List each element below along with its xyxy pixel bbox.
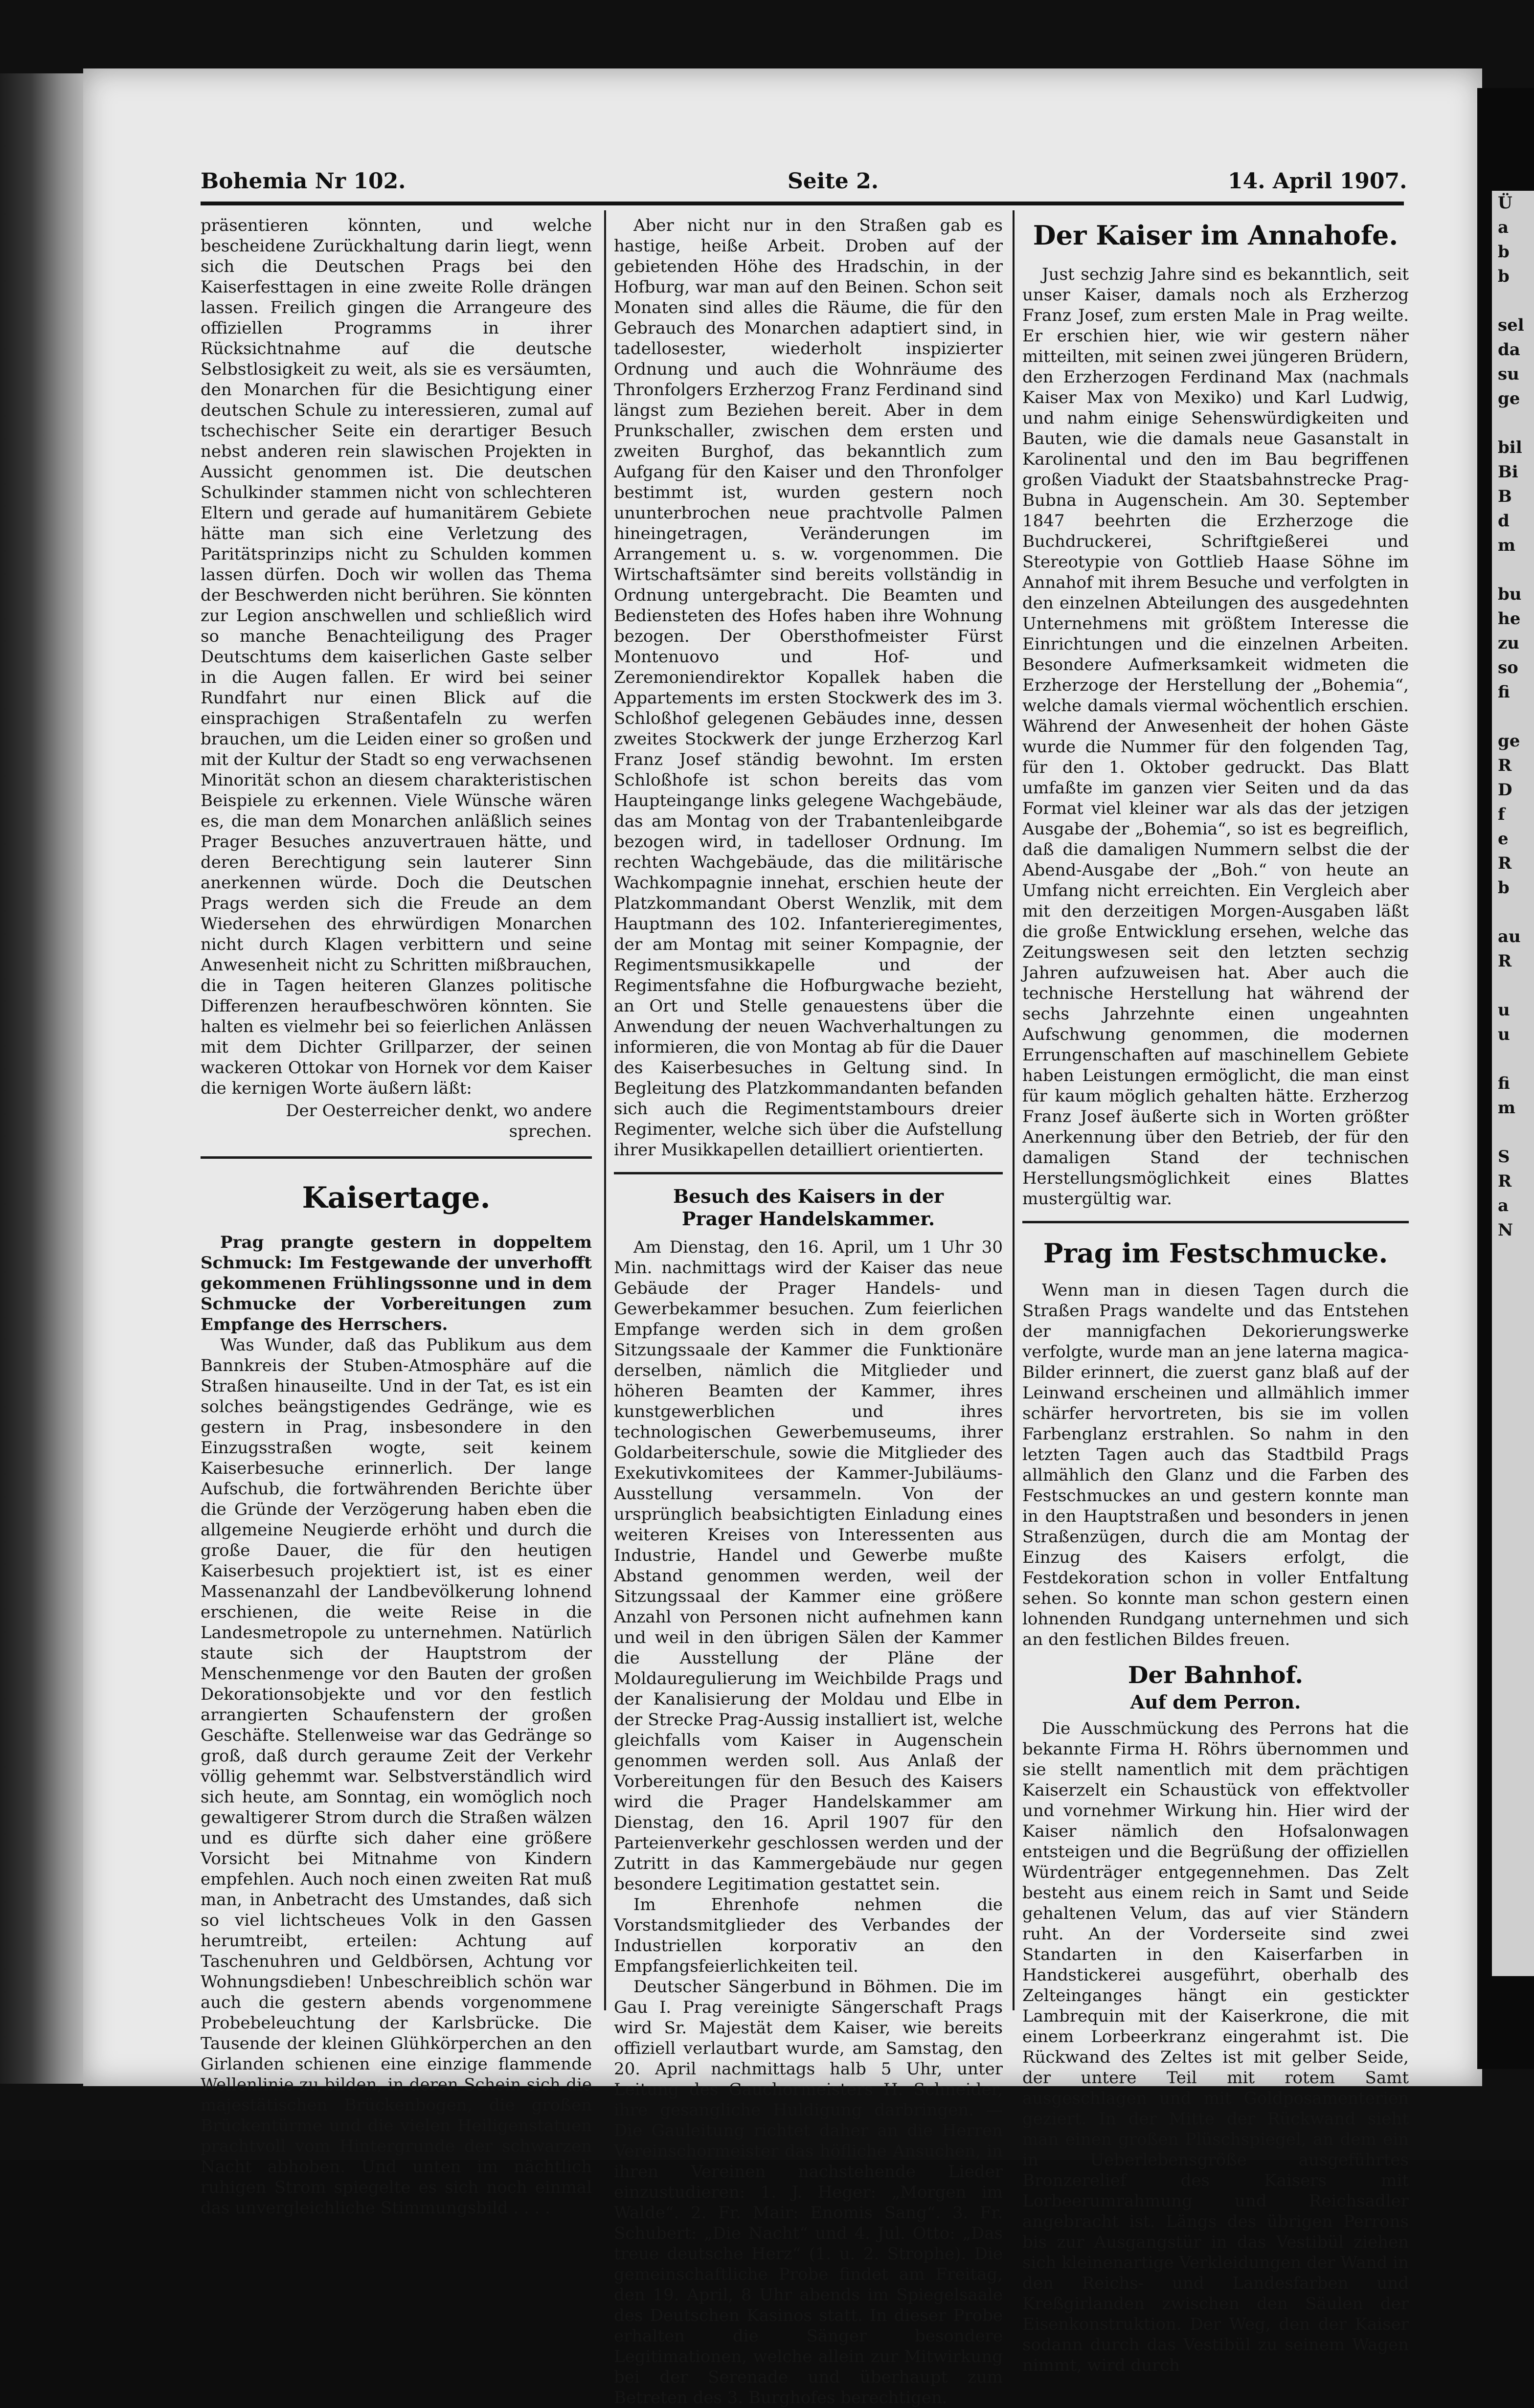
adjacent-page-line: [1498, 704, 1534, 729]
adjacent-page-line: N: [1498, 1220, 1513, 1240]
adjacent-page-line: [1498, 973, 1534, 998]
page-number: Seite 2.: [788, 169, 879, 194]
article-handelskammer: Am Dienstag, den 16. April, um 1 Uhr 30 Min. nachmittags wird der Kaiser das neue Gebäude der Prager Handels- und Gewerbekammer besuchen. Zum feierlichen Empfange werden sich in dem großen Sitzungssaale der Kammer die Funktionäre derselben, nämlich die Mitglieder und höheren Beamten der Kammer, ihres kunstgewerblichen und ihres technologischen Gewerbemuseums, ihrer Goldarbeiterschule, sowie die Mitglieder des Exekutivkomitees der Kammer-Jubiläums-Ausstellung versammeln. Von der ursprünglich beabsichtigten Einladung eines weiteren Kreises von Interessenten aus Industrie, Handel und Gewerbe mußte Abstand genommen werden, weil der Sitzungssaal der Kammer eine größere Anzahl von Personen nicht aufnehmen kann und weil in den übrigen Sälen der Kammer die Ausstellung der Pläne der Moldauregulierung im Weichbilde Prags und der Kanalisierung der Moldau und Elbe in der Strecke Prag-Aussig installiert ist, welche gleichfalls vom Kaiser in Augenschein genommen werden soll. Aus Anlaß der Vorbereitungen für den Besuch des Kaisers wird die Prager Handelskammer am Dienstag, den 16. April 1907 für den Parteienverkehr geschlossen werden und der Zutritt in das Kammergebäude nur gegen besondere Legitimation gestattet sein.: [614, 1238, 1003, 1894]
adjacent-page-line: b: [1498, 878, 1510, 898]
article-festschmuck: Wenn man in diesen Tagen durch die Straßen Prags wandelte und das Entstehen der mannigfachen Dekorierungswerke verfolgte, wurde man an jene laterna magica-Bilder erinnert, die zuerst ganz blaß auf der Leinwand erscheinen und allmählich immer schärfer hervortreten, bis sie im vollen Farbenglanz erstrahlen. So nahm in den letzten Tagen auch das Stadtbild Prags allmählich den Glanz und die Farben des Festschmuckes an und gestern konnte man in den Hauptstraßen und besonders in jenen Straßenzügen, durch die am Montag der Einzug des Kaisers erfolgt, die Festdekoration schon in voller Entfaltung sehen. So konnte man schon gestern einen lohnenden Rundgang unternehmen und sich an den festlichen Bildes freuen.: [1022, 1281, 1409, 1649]
section-rule: [1022, 1221, 1409, 1223]
adjacent-page-line: so: [1498, 658, 1518, 677]
adjacent-page-line: Ü: [1498, 193, 1512, 213]
adjacent-page-line: Bi: [1498, 462, 1518, 482]
adjacent-page-line: bil: [1498, 438, 1522, 457]
adjacent-page-line: a: [1498, 1196, 1509, 1215]
adjacent-page-line: [1498, 900, 1534, 924]
article-title-handelskammer-line2: Prager Handelskammer.: [681, 1208, 935, 1230]
grillparzer-quote: Der Oesterreicher denkt, wo andere sprechen.: [286, 1101, 592, 1141]
adjacent-page-line: da: [1498, 340, 1520, 360]
article-title-kaisertage: Kaisertage.: [302, 1181, 491, 1215]
section-rule: [201, 1156, 592, 1159]
article-annahof: Just sechzig Jahre sind es bekanntlich, seit unser Kaiser, damals noch als Erzherzog Franz Josef, zum ersten Male in Prag weilte. Er erschien hier, wie wir gestern näher mitteilten, mit seinen zwei jüngeren Brüdern, den Erzherzogen Ferdinand Max (nachmals Kaiser Max von Mexiko) und Karl Ludwig, und nahm einige Sehenswürdigkeiten und Bauten, wie die damals neue Gasanstalt in Karolinental und den im Bau begriffenen großen Viadukt der Staatsbahnstrecke Prag-Bubna in Augenschein. Am 30. September 1847 beehrten die Erzherzoge die Buchdruckerei, Schriftgießerei und Stereotypie von Gottlieb Haase Söhne im Annahof mit ihrem Besuche und verfolgten in den einzelnen Abteilungen des ausgedehnten Unternehmens mit größtem Interesse die Einrichtungen und die einzelnen Arbeiten. Besondere Aufmerksamkeit widmeten die Erzherzoge der Herstellung der „Bohemia“, welche damals viermal wöchentlich erschien. Während der Anwesenheit der hohen Gäste wurde die Nummer für den folgenden Tag, für den 1. Oktober gedruckt. Das Blatt umfaßte im ganzen vier Seiten und da das Format viel kleiner war als das der jetzigen Ausgabe der „Bohemia“, so ist es begreiflich, daß die damaligen Nummern selbst die der Abend-Ausgabe der „Boh.“ von heute an Umfang nicht erreichten. Ein Vergleich aber mit den derzeitigen Morgen-Ausgaben läßt die große Entwicklung ersehen, welche das Zeitungswesen seit den letzten sechzig Jahren aufzuweisen hat. Aber auch die technische Herstellung hat während der sechs Jahrzehnte einen ungeahnten Aufschwung genommen, die modernen Errungenschaften auf maschinellem Gebiete haben Leistungen ermöglicht, die man einst für kaum möglich gehalten hätte. Erzherzog Franz Josef äußerte sich in Worten größter Anerkennung über den Betrieb, der für den damaligen Stand der technischen Herstellungsmöglichkeit eines Blattes mustergültig war.: [1022, 265, 1409, 1209]
adjacent-page-line: sel: [1498, 315, 1524, 335]
article-title-handelskammer-line1: Besuch des Kaisers in der: [673, 1185, 944, 1207]
adjacent-page-line: S: [1498, 1147, 1510, 1167]
adjacent-page-line: [1498, 289, 1534, 313]
adjacent-page-line: f: [1498, 805, 1505, 824]
adjacent-page-text: [1498, 191, 1534, 1242]
adjacent-page-line: [1498, 411, 1534, 435]
article-industrielle: Im Ehrenhofe nehmen die Vorstandsmitglieder des Verbandes der Industriellen korporativ an den Empfangsfeierlichkeiten teil.: [614, 1895, 1003, 1976]
adjacent-page-line: D: [1498, 780, 1512, 800]
article-hofburg: Aber nicht nur in den Straßen gab es hastige, heiße Arbeit. Droben auf der gebietenden Höhe des Hradschin, in der Hofburg, war man auf den Beinen. Schon seit Monaten sind alles die Räume, die für den Gebrauch des Monarchen adaptiert sind, in tadellosester, wiederholt inspizierter Ordnung und auch die Wohnräume des Thronfolgers Erzherzog Franz Ferdinand sind längst zum Beziehen bereit. Aber in dem Prunkschaller, zwischen dem ersten und zweiten Burghof, das bekanntlich zum Aufgang für den Kaiser und den Thronfolger bestimmt ist, wurden gestern noch ununterbrochen neue prachtvolle Palmen hineingetragen, Veränderungen im Arrangement u. s. w. vorgenommen. Die Wirtschaftsämter sind bereits vollständig in Ordnung untergebracht. Die Beamten und Bediensteten des Hofes haben ihre Wohnung bezogen. Der Obersthofmeister Fürst Montenuovo und Hof- und Zeremoniendirektor Kopallek haben die Appartements im ersten Stockwerk des im 3. Schloßhof gelegenen Gebäudes inne, dessen zweites Stockwerk der junge Erzherzog Karl Franz Josef ständig bewohnt. Im ersten Schloßhofe ist schon bereits das vom Haupteingange links gelegene Wachgebäude, das am Montag von der Trabantenleibgarde bezogen wird, in tadelloser Ordnung. Im rechten Wachgebäude, das die militärische Wachkompagnie innehat, erschien heute der Platzkommandant Oberst Wenzlik, mit dem Hauptmann des 102. Infanterieregimentes, der am Montag mit seiner Kompagnie, der Regimentsmusikkapelle und der Regimentsfahne die Hofburgwache bezieht, an Ort und Stelle genauestens über die Anwendung der neuen Wachverhaltungen zu informieren, die von Montag ab für die Dauer des Kaiserbesuches in Geltung sind. In Begleitung des Platzkommandanten befanden sich auch die Regimentstambours dreier Regimenter, welche sich über die Aufstellung ihrer Musikkapellen detailliert orientierten.: [614, 216, 1003, 1160]
header-rule: [201, 202, 1404, 205]
adjacent-page-line: [1498, 1047, 1534, 1071]
adjacent-page-line: au: [1498, 927, 1521, 946]
article-title-festschmuck: Prag im Festschmucke.: [1043, 1238, 1388, 1269]
adjacent-page-line: [1498, 558, 1534, 582]
adjacent-page-line: d: [1498, 511, 1510, 531]
article-continuation: präsentieren könnten, und welche bescheidene Zurückhaltung darin liegt, wenn sich die Deutschen Prags bei den Kaiserfesttagen in eine zweite Rolle drängen lassen. Freilich gingen die Arrangeure des offiziellen Programms in ihrer Rücksichtnahme auf die deutsche Selbstlosigkeit zu weit, als sie es versäumten, den Monarchen für die Besichtigung einer deutschen Schule zu interessieren, zumal auf tschechischer Seite ein derartiger Besuch nebst anderen rein slawischen Projekten in Aussicht genommen ist. Die deutschen Schulkinder stammen nicht von schlechteren Eltern und gerade auf humanitärem Gebiete hätte man sich eine Verletzung des Paritätsprinzips nicht zu Schulden kommen lassen dürfen. Doch wir wollen das Thema der Beschwerden nicht berühren. Sie könnten zur Legion anschwellen und schließlich wird so manche Benachteiligung des Prager Deutschtums dem kaiserlichen Gaste selber in die Augen fallen. Er wird bei seiner Rundfahrt nur einen Blick auf die einsprachigen Straßentafeln zu werfen brauchen, um die Leiden einer so großen und mit der Kultur der Stadt so eng verwachsenen Minorität schon an diesem charakteristischen Beispiele zu erkennen. Viele Wünsche wären es, die man dem Monarchen anläßlich seines Prager Besuches anzuvertrauen hätte, und deren Berechtigung sein lauterer Sinn anerkennen würde. Doch die Deutschen Prags werden sich die Freude an dem Wiedersehen des ehrwürdigen Monarchen nicht durch Klagen verbittern und seine Anwesenheit nicht zu Schritten mißbrauchen, die in Tagen heiteren Glanzes politische Differenzen heraufbeschwören könnten. Sie halten es vielmehr bei so feierlichen Anlässen mit dem Dichter Grillparzer, der seinen wackeren Ottokar von Hornek vor dem Kaiser die kernigen Worte äußern läßt:: [201, 216, 592, 1098]
adjacent-page-line: B: [1498, 487, 1512, 506]
adjacent-page-line: u: [1498, 1025, 1510, 1044]
adjacent-page-line: ge: [1498, 389, 1520, 408]
adjacent-page-line: R: [1498, 854, 1512, 873]
adjacent-page-line: he: [1498, 609, 1521, 629]
column-3: [1022, 215, 1409, 2375]
column-divider-2: [1013, 210, 1015, 2010]
adjacent-page-line: zu: [1498, 633, 1520, 653]
adjacent-page-line: b: [1498, 242, 1510, 262]
article-bahnhof: Die Ausschmückung des Perrons hat die bekannte Firma H. Röhrs übernommen und sie stellt namentlich mit dem prächtigen Kaiserzelt ein Schaustück von effektvoller und vornehmer Wirkung hin. Hier wird der Kaiser nämlich den Hofsalonwagen entsteigen und die Begrüßung der offiziellen Würdenträger entgegennehmen. Das Zelt besteht aus einem reich in Samt und Seide gehaltenen Velum, das auf vier Ständern ruht. An der Vorderseite sind zwei Standarten in den Kaiserfarben in Handstickerei ausgeführt, oberhalb des Zelteinganges hängt ein gestickter Lambrequin mit der Kaiserkrone, die mit einem Lorbeerkranz eingerahmt ist. Die Rückwand des Zeltes ist mit gelber Seide, der untere Teil mit rotem Samt ausgeschlagen und mit Goldposamenterien geziert. In der Mitte der Rückwand sieht man einen großen Plüschspiegel, an dem ein in Ueberlebensgröße ausgeführtes Bronzerelief des Kaisers mit Lorbeerumrahmung und Reichsadler angebracht ist. Längs des übrigen Perrons bis zur Ausgangstür in das Vestibül ziehen sich kleinenartige Verkleidungen der Wand in den Reichs- und Landesfarben und Kreßgirlanden zwischen den Säulen der Eisenkonstruktion. Der Weg, den der Kaiser sodann durch das Vestibül zu seinem Wagen nimmt, wird durch: [1022, 1719, 1409, 2375]
adjacent-page-line: su: [1498, 364, 1519, 384]
article-saengerbund: Deutscher Sängerbund in Böhmen. Die im Gau I. Prag vereinigte Sängerschaft Prags wird Sr. Majestät dem Kaiser, wie bereits offiziell verlautbart wurde, am Samstag, den 20. April nachmittags halb 5 Uhr, unter Leitung des Gauchormeisters H. Schneider, ihre gesangliche Huldigung darbringen. — Die Gauleitung richtet daher an die Herren Vereinschormeister das höfliche Ansuchen, in ihren Vereinen nachstehende Lieder einzustudieren: 1. J. Heger: „Morgen im Walde“. 2. Fr. Mair: Enomis Sang“. 3. Fr. Schubert: „Die Nacht“ und 4. Jul. Otto: „Das treue deutsche Herz“ (1. u. 2. Strophe). Die gemeinschaftliche Probe findet am Freitag, den 19. April, 8 Uhr abends im Spiegelsaale des Deutschen Kasinos statt. In dieser Probe erhalten die Sänger besondere Legitimationen, welche allein zur Mitwirkung bei der Serenade und überhaupt zum Betreten des 3. Burghofes berechtigen.: [614, 1977, 1003, 2408]
adjacent-page-line: fi: [1498, 1074, 1510, 1093]
masthead-title: Bohemia Nr 102.: [201, 169, 406, 194]
adjacent-page-line: fi: [1498, 682, 1510, 702]
article-lead: Prag prangte gestern in doppeltem Schmuck: Im Festgewande der unverhofft gekommenen Frühlingssonne und in dem Schmucke der Vorbereitungen zum Empfange des Herrschers.: [201, 1233, 592, 1334]
column-1: [201, 215, 592, 2218]
adjacent-page-line: bu: [1498, 585, 1522, 604]
adjacent-page-line: R: [1498, 951, 1512, 971]
adjacent-page-line: ge: [1498, 731, 1520, 751]
adjacent-page-line: m: [1498, 536, 1515, 555]
adjacent-page-line: u: [1498, 1000, 1510, 1020]
adjacent-page-line: a: [1498, 218, 1509, 237]
section-rule: [614, 1172, 1003, 1174]
article-title-annahof: Der Kaiser im Annahofe.: [1033, 220, 1399, 251]
article-subtitle-perron: Auf dem Perron.: [1130, 1691, 1301, 1713]
adjacent-page-line: R: [1498, 1171, 1512, 1191]
column-divider-1: [604, 210, 606, 2010]
adjacent-page-line: e: [1498, 829, 1509, 849]
adjacent-page-line: R: [1498, 756, 1512, 775]
adjacent-page-line: m: [1498, 1098, 1515, 1118]
left-book-edge: [0, 73, 88, 2084]
article-title-bahnhof: Der Bahnhof.: [1128, 1662, 1304, 1689]
adjacent-page-fragment: [1492, 191, 1534, 1976]
column-2: [614, 215, 1003, 2408]
issue-date: 14. April 1907.: [1228, 169, 1407, 194]
adjacent-page-line: [1498, 1120, 1534, 1145]
adjacent-page-line: b: [1498, 267, 1510, 286]
article-body-kaisertage: Was Wunder, daß das Publikum aus dem Bannkreis der Stuben-Atmosphäre auf die Straßen hinauseilte. Und in der Tat, es ist ein solches beängstigendes Gedränge, wie es gestern in Prag, insbesondere in den Einzugsstraßen wogte, seit keinem Kaiserbesuche erinnerlich. Der lange Aufschub, die fortwährenden Berichte über die Gründe der Verzögerung haben eben die allgemeine Neugierde erhöht und durch die große Dauer, die für den heutigen Kaiserbesuch projektiert ist, ist es einer Massenanzahl der Landbevölkerung lohnend erschienen, die weite Reise in die Landesmetropole zu unternehmen. Natürlich staute sich der Hauptstrom der Menschenmenge vor den Bauten der großen Dekorationsobjekte und vor den festlich arrangierten Schaufenstern der großen Geschäfte. Stellenweise war das Gedränge so groß, daß durch geraume Zeit der Verkehr völlig gehemmt war. Selbstverständlich wird sich heute, am Sonntag, ein womöglich noch gewaltigerer Strom durch die Straßen wälzen und es dürfte sich daher eine größere Vorsicht bei Mitnahme von Kindern empfehlen. Auch noch einen zweiten Rat muß man, in Anbetracht des Umstandes, daß sich so viel lichtscheues Volk in den Gassen herumtreibt, erteilen: Achtung auf Taschenuhren und Geldbörsen, Achtung vor Wohnungsdieben! Unbeschreiblich schön war auch die gestern abends vorgenommene Probebeleuchtung der Karlsbrücke. Die Tausende der kleinen Glühkörperchen an den Girlanden schienen eine einzige flammende Wellenlinie zu bilden, in deren Schein sich die majestätischen Brückenbogen, die großen Brückentürme und die vielen Heiligenstatuen prachtvoll vom Hintergrunde der schwarzen Nacht abhoben. Und unten im nächtlich ruhigen Strom spiegelte es sich noch einmal das unvergleichliche Stimmungsbild . . . .: [201, 1335, 592, 2218]
